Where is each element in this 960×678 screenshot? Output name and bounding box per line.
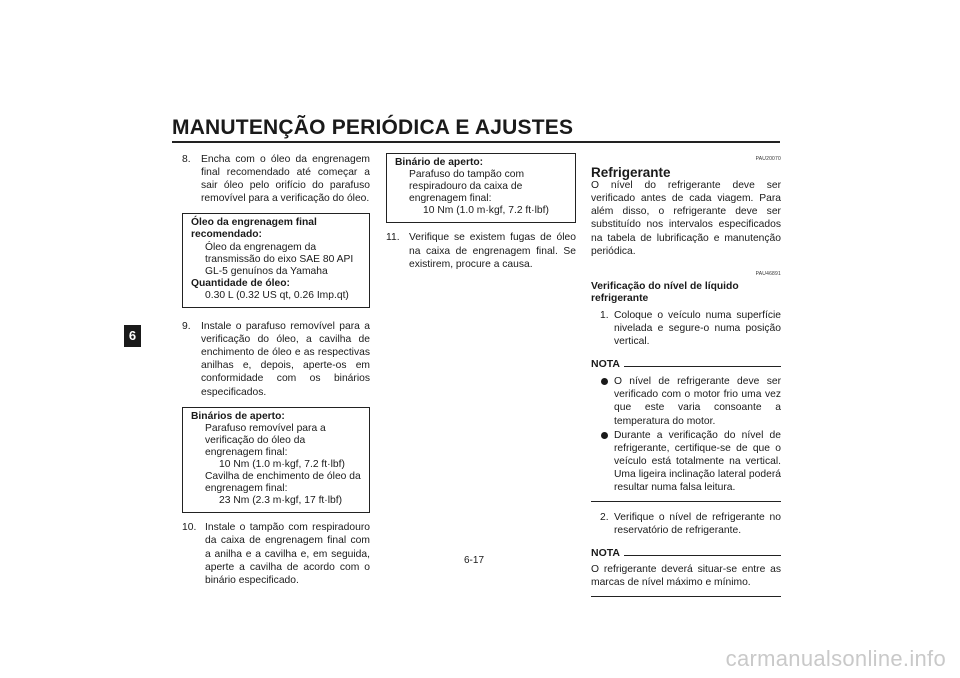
step-number: 2. (600, 512, 609, 524)
step-number: 9. (182, 321, 191, 333)
spec-box-oil (182, 213, 370, 308)
step-text: Verifique se existem fugas de óleo na caixa de engrenagem final. Se existirem, procure a causa. (409, 232, 576, 270)
chapter-tab: 6 (124, 325, 141, 347)
note-label: NOTA (591, 547, 620, 560)
step-10 (182, 521, 370, 586)
step-1 (591, 309, 781, 348)
spec-value: 23 Nm (2.3 m·kgf, 17 ft·lbf) (219, 495, 343, 507)
note-label: NOTA (591, 358, 620, 371)
step-number: 11. (386, 232, 400, 244)
spec-value: 10 Nm (1.0 m·kgf, 7.2 ft·lbf) (219, 458, 345, 470)
step-text: Coloque o veículo numa superfície nivelada e segure-o numa posição vertical. (614, 309, 781, 348)
subsection-title: Verificação do nível de líquido refrigerante (591, 280, 739, 305)
watermark: carmanualsonline.info (725, 646, 946, 671)
spec-heading: Óleo da engrenagem final recomendado: (191, 217, 317, 241)
spec-value: Parafuso removível para a verificação do óleo da engrenagem final: (205, 422, 326, 458)
note-bullet (591, 375, 781, 427)
column-left (182, 153, 370, 587)
step-2 (591, 511, 781, 537)
note-header (591, 358, 781, 371)
page-number: 6-17 (464, 555, 485, 566)
spec-value: 10 Nm (1.0 m·kgf, 7.2 ft·lbf) (423, 205, 549, 217)
bullet-text: Durante a verificação do nível de refrigerante, certifique-se de que o veículo está totalmente na vertical. Uma ligeira inclinação lateral poderá resultar numa falsa leitura. (614, 429, 781, 493)
step-text: Verifique o nível de refrigerante no reservatório de refrigerante. (614, 512, 781, 537)
column-middle (386, 153, 576, 271)
note-header (591, 547, 781, 560)
spec-value: Cavilha de enchimento de óleo da engrenagem final: (205, 471, 361, 495)
column-right (591, 153, 781, 597)
step-number: 10. (182, 522, 197, 534)
spec-value: Óleo da engrenagem da transmissão do eixo SAE 80 API GL-5 genuínos da Yamaha (205, 241, 354, 277)
spec-box-torque (182, 407, 370, 514)
section-title: Refrigerante (591, 165, 671, 181)
step-number: 1. (600, 309, 609, 321)
step-11 (386, 231, 576, 270)
note-end-rule (591, 596, 781, 597)
section-intro: O nível do refrigerante deve ser verificado antes de cada viagem. Para além disso, o refrigerante deve ser substituído nos intervalos especificados na tabela de lubrificação e manutenção periódica. (591, 180, 781, 257)
spec-heading: Binários de aperto: (191, 410, 285, 422)
title-rule (172, 141, 780, 143)
spec-heading: Binário de aperto: (395, 157, 484, 168)
reference-code: PAU46891 (755, 270, 781, 277)
step-text: Instale o parafuso removível para a verificação do óleo, a cavilha de enchimento de óleo e as respectivas anilhas e, depois, aperte-os em conformidade com os binários especificados. (201, 321, 370, 398)
spec-value: Parafuso do tampão com respiradouro da caixa de engrenagem final: (409, 169, 525, 205)
spec-heading: Quantidade de óleo: (191, 277, 290, 289)
spec-box-breather-torque (386, 153, 576, 223)
step-9 (182, 320, 370, 399)
bullet-icon (601, 378, 608, 385)
reference-code: PAU20070 (755, 156, 781, 162)
bullet-icon (601, 432, 608, 439)
step-8 (182, 153, 370, 205)
note-bullet (591, 429, 781, 494)
note-text: O refrigerante deverá situar-se entre as marcas de nível máximo e mínimo. (591, 564, 781, 589)
page-title: MANUTENÇÃO PERIÓDICA E AJUSTES (172, 116, 574, 139)
step-text: Encha com o óleo da engrenagem final recomendado até começar a sair óleo pelo orifício do parafuso removível para a verificação do óleo. (201, 154, 370, 205)
note-rule (624, 555, 781, 556)
spec-value: 0.30 L (0.32 US qt, 0.26 Imp.qt) (205, 289, 349, 301)
note-end-rule (591, 501, 781, 502)
step-text: Instale o tampão com respiradouro da caixa de engrenagem final com a anilha e a cavilha e, em seguida, aperte a cavilha de acordo com o binário especificado. (205, 522, 370, 586)
step-number: 8. (182, 154, 191, 165)
bullet-text: O nível de refrigerante deve ser verificado com o motor frio uma vez que este varia consoante a temperatura do motor. (614, 376, 781, 427)
note-rule (624, 366, 781, 367)
